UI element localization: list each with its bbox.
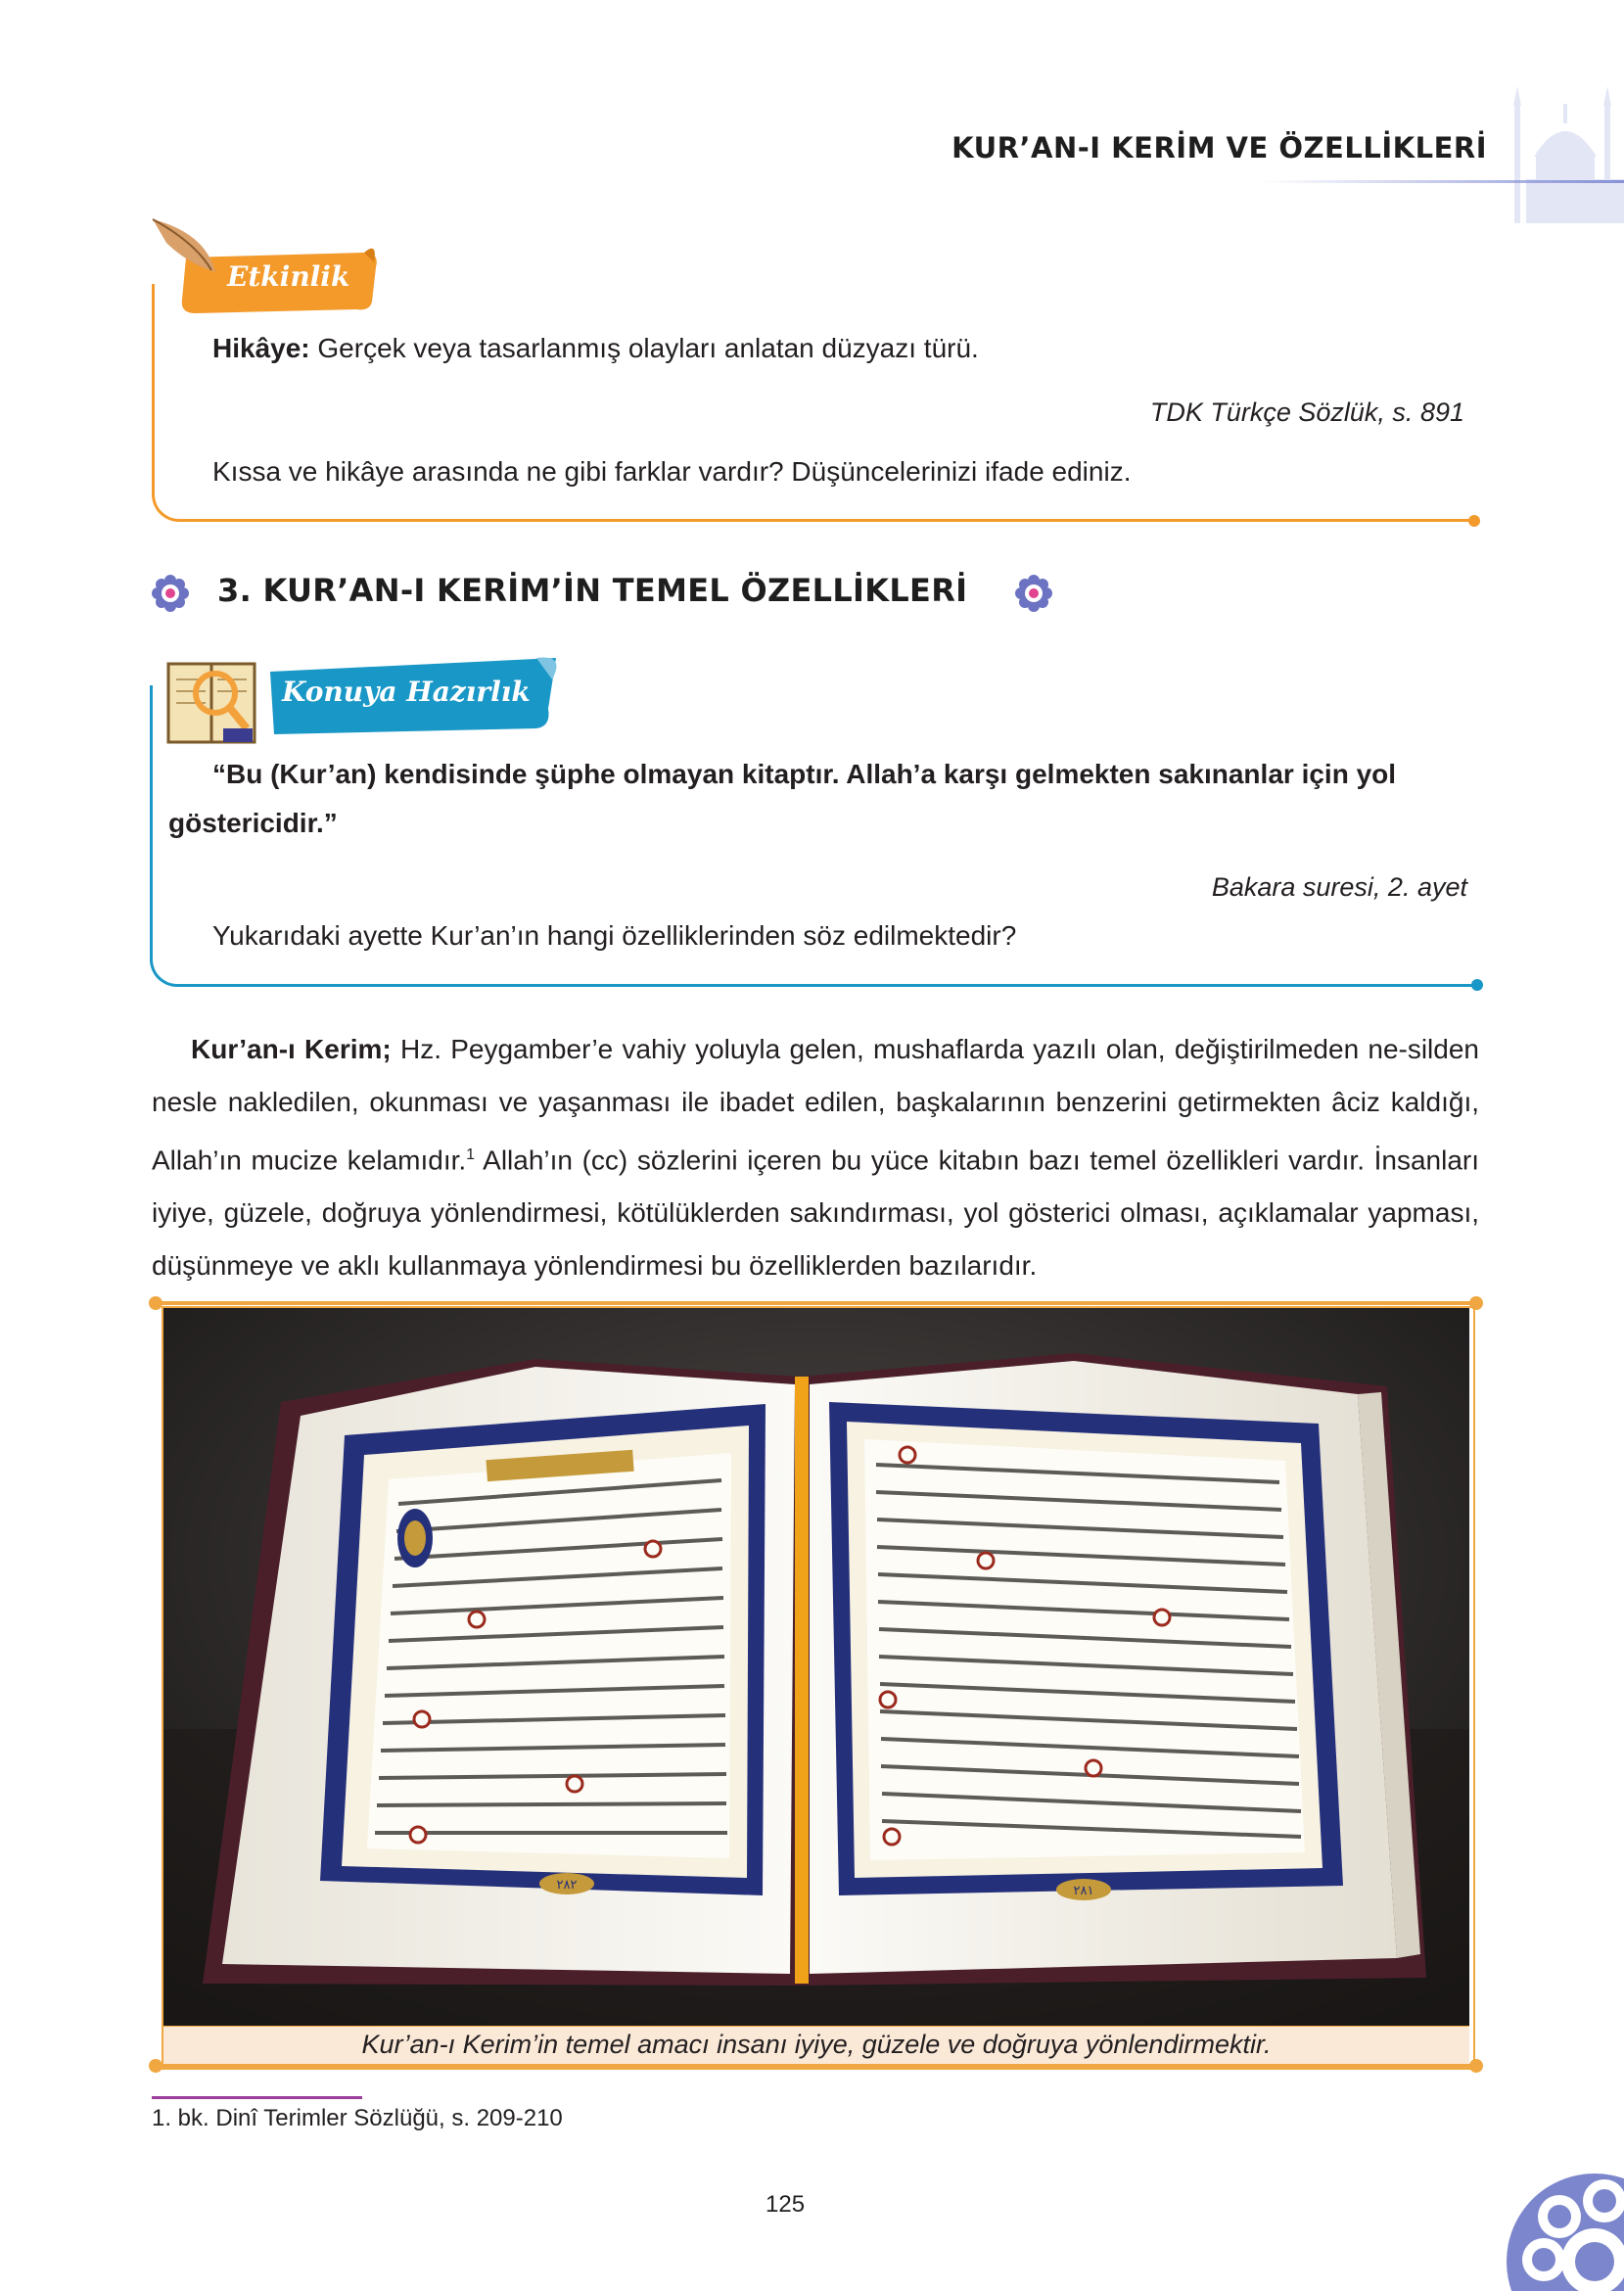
body-paragraph [152, 1023, 1479, 1292]
mosque-silhouette-icon [1507, 76, 1624, 223]
quran-photo [163, 1308, 1469, 2026]
figure-caption: Kur’an-ı Kerim’in temel amacı insanı iyiye, güzele ve doğruya yönlendirmektir. [361, 2030, 1272, 2059]
figure-top-rule [155, 1301, 1476, 1305]
page-number: 125 [766, 2191, 806, 2218]
section-flower-left-icon [151, 574, 190, 613]
etkinlik-end-dot [1468, 515, 1480, 527]
page-header-title: KUR’AN-I KERİM VE ÖZELLİKLERİ [951, 131, 1487, 164]
definition-text: Gerçek veya tasarlanmış olayları anlatan düzyazı türü. [309, 333, 979, 363]
konu-question: Yukarıdaki ayette Kur’an’ın hangi özelliklerinden söz edilmektedir? [212, 920, 1017, 951]
body-text-part1: Hz. Peygamber’e vahiy yoluyla gelen, mushaflarda yazılı olan, değiştirilmeden ne-silden nesle nakledilen, okunması ve yaşanması ile ibadet edilen, başkalarının benzerini getirmekten âciz kaldığı, Allah’ın mucize kelamıdır. [152, 1034, 1479, 1176]
konu-badge-label: Konuya Hazırlık [282, 676, 531, 708]
section-title: 3. KUR’AN-I KERİM’İN TEMEL ÖZELLİKLERİ [217, 572, 968, 609]
footnote-divider [152, 2096, 362, 2099]
figure-top-left-dot [149, 1296, 162, 1310]
left-page-number: ٢٨٢ [556, 1878, 578, 1893]
section-flower-right-icon [1014, 574, 1053, 613]
definition-term: Hikâye: [212, 333, 310, 363]
etkinlik-badge-label: Etkinlik [227, 260, 350, 293]
right-page-number: ٢٨١ [1073, 1884, 1094, 1898]
body-lead: Kur’an-ı Kerim; [191, 1034, 392, 1064]
header-divider [1263, 180, 1624, 183]
definition-source: TDK Türkçe Sözlük, s. 891 [1149, 397, 1464, 427]
body-text-part2: Allah’ın (cc) sözlerini içeren bu yüce kitabın bazı temel özellikleri vardır. İnsanları iyiye, güzele, doğruya yönlendirmesi, kötülüklerden sakındırması, yol gösterici olması, açıklamalar yapması, düşünmeye ve aklı kullanmaya yönlendirmesi bu özelliklerden bazılarıdır. [152, 1145, 1479, 1282]
figure-bottom-left-dot [149, 2059, 162, 2073]
quote-line-1: “Bu (Kur’an) kendisinde şüphe olmayan kitaptır. Allah’a karşı gelmekten sakınanlar için yol [212, 759, 1397, 789]
figure-bottom-right-dot [1469, 2059, 1483, 2073]
konu-end-dot [1471, 979, 1483, 991]
corner-flower-ornament-icon [1458, 2115, 1624, 2291]
definition-line [212, 329, 979, 368]
figure-bottom-rule [155, 2064, 1476, 2068]
quote-line-2: göstericidir.” [168, 808, 338, 838]
etkinlik-question: Kıssa ve hikâye arasında ne gibi farklar vardır? Düşüncelerinizi ifade ediniz. [212, 456, 1132, 487]
footnote-text: 1. bk. Dinî Terimler Sözlüğü, s. 209-210 [152, 2105, 563, 2131]
footnote-reference: 1 [466, 1146, 476, 1163]
quote-source: Bakara suresi, 2. ayet [1211, 872, 1467, 902]
